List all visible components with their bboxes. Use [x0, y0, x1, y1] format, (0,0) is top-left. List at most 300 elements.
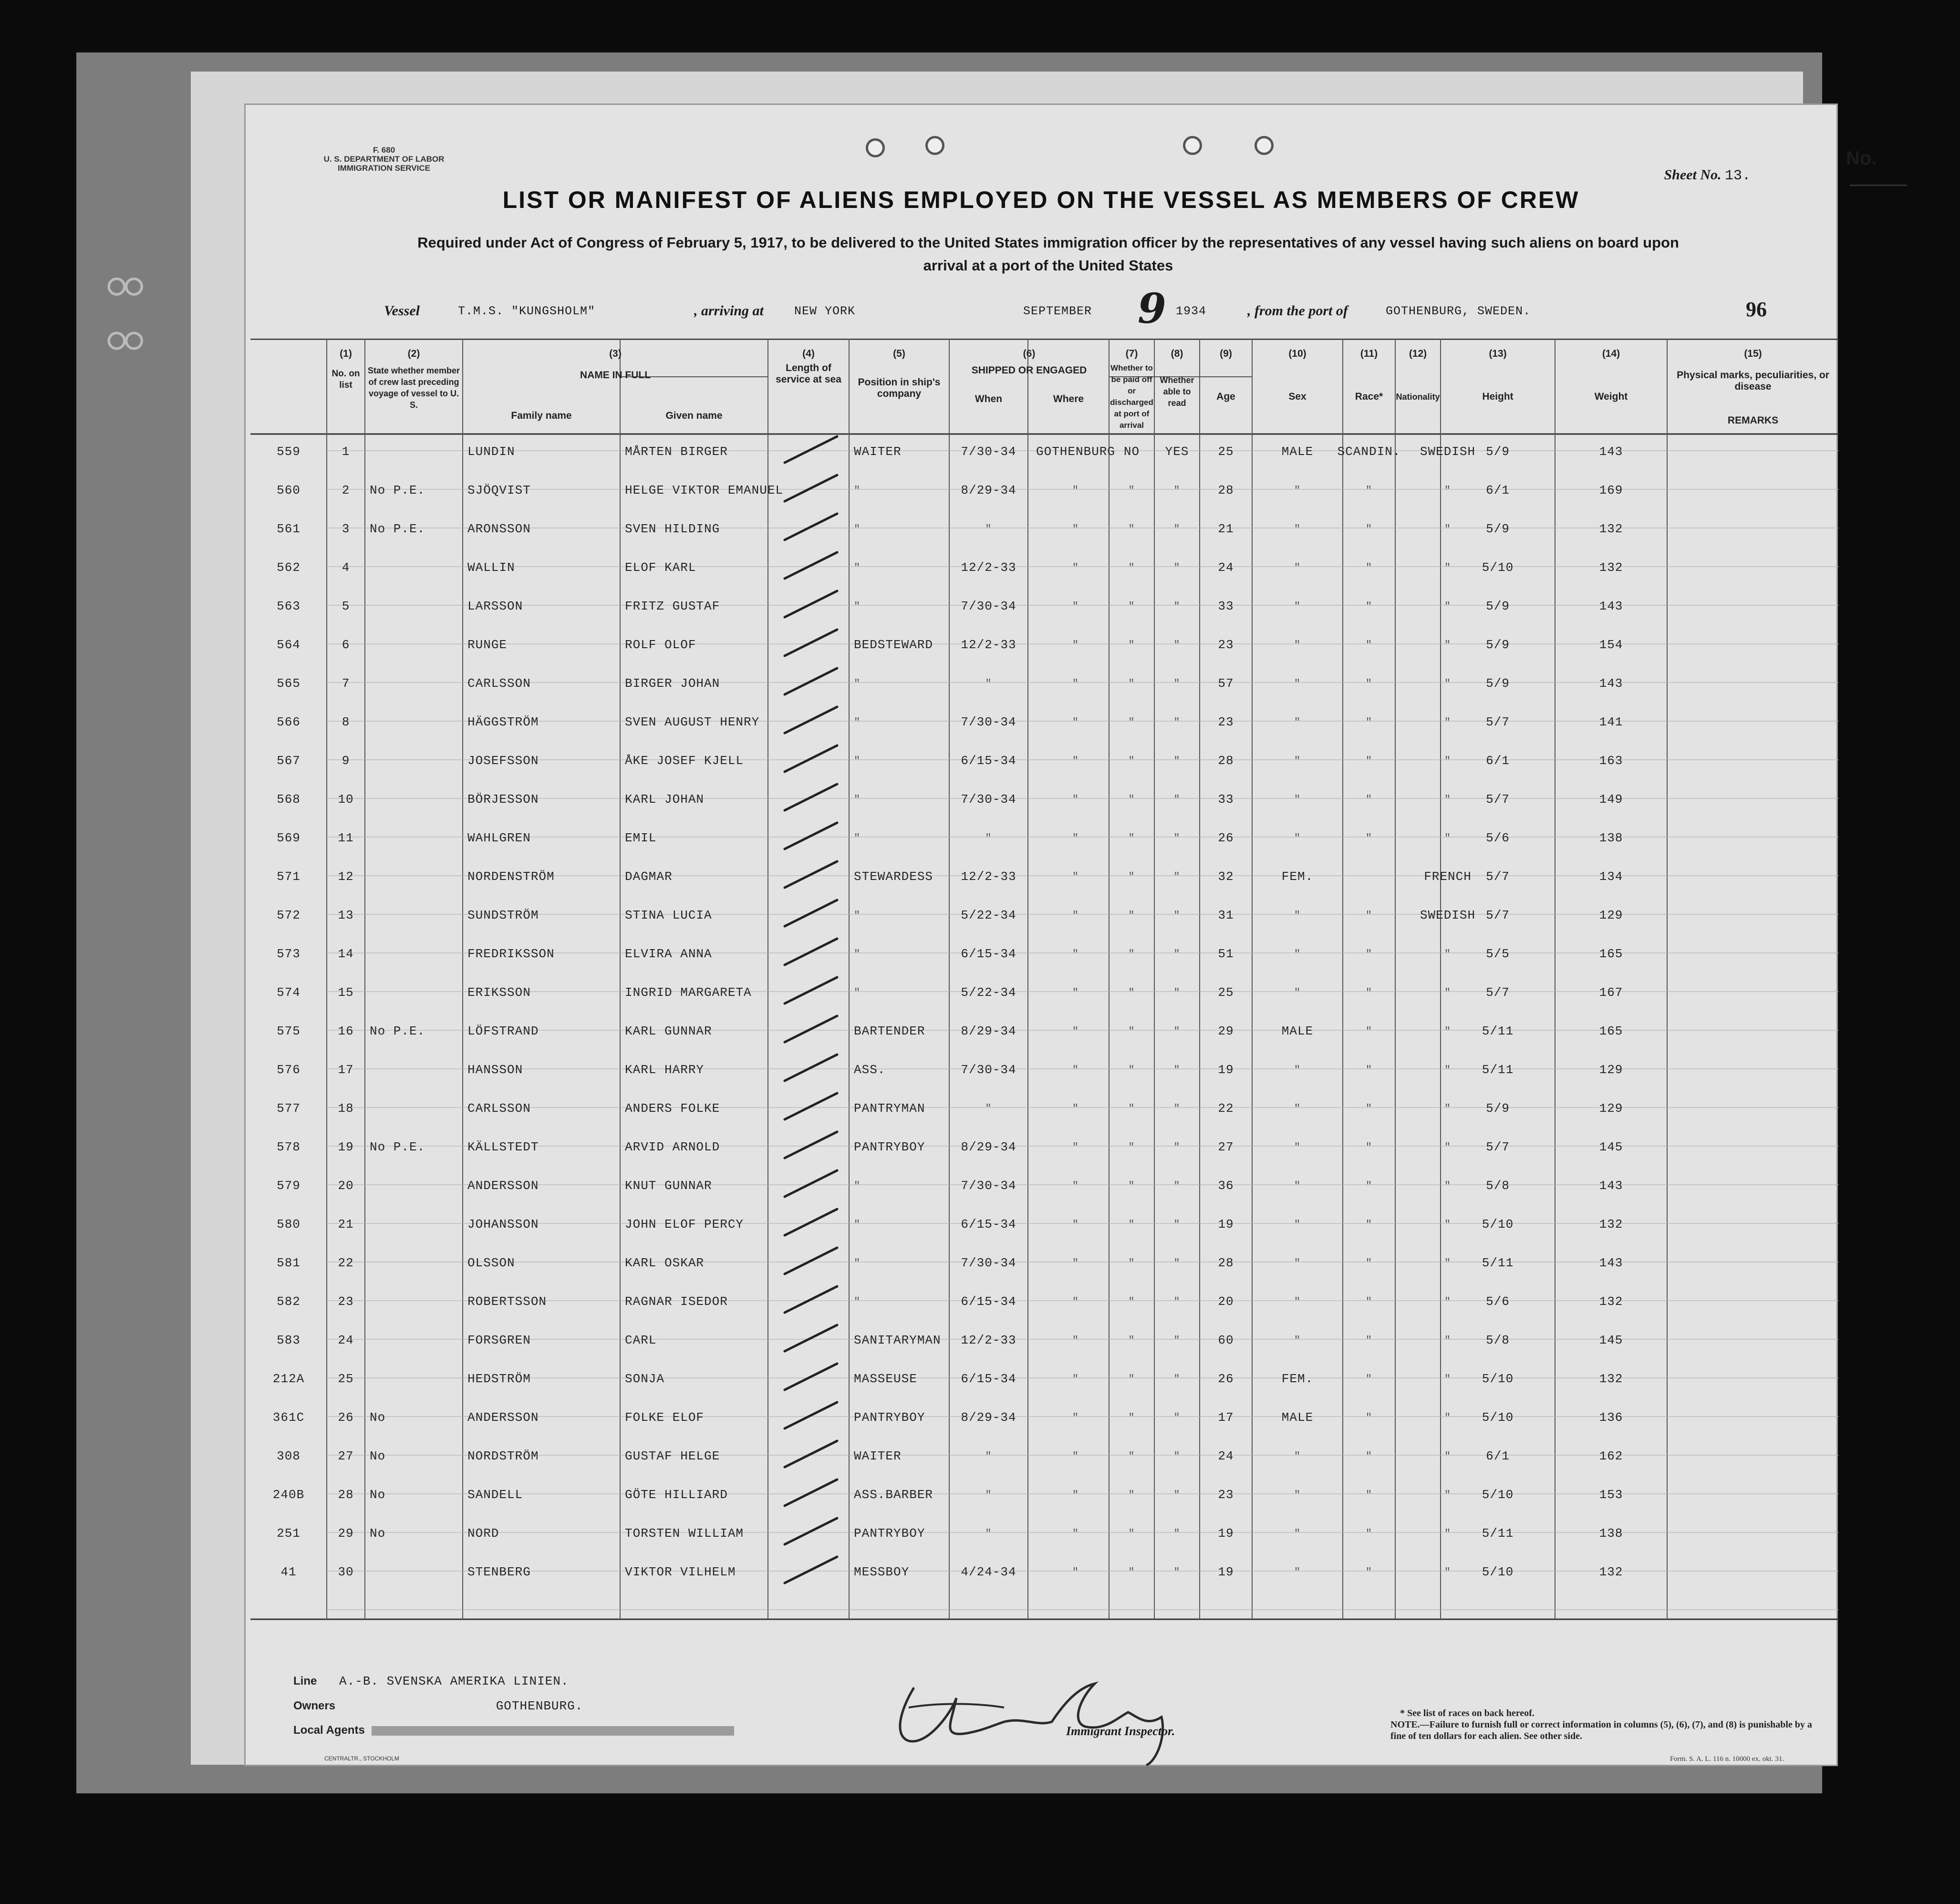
row-previous-voyage — [370, 973, 463, 1012]
row-shipped-where: " — [1072, 1025, 1079, 1037]
row-height: 5/11 — [1482, 1063, 1514, 1077]
header-able-to-read: Whether able to read — [1160, 375, 1194, 408]
row-given-name: ELVIRA ANNA — [625, 947, 712, 961]
row-given-name: RAGNAR ISEDOR — [625, 1294, 728, 1309]
row-nationality: " — [1444, 1335, 1452, 1346]
row-height: 5/6 — [1486, 831, 1510, 845]
row-weight: 143 — [1599, 1256, 1623, 1270]
row-race: " — [1365, 1373, 1373, 1385]
row-sex: " — [1294, 1335, 1301, 1346]
row-weight: 163 — [1599, 754, 1623, 768]
row-race: " — [1365, 1025, 1373, 1037]
row-nationality: " — [1444, 1025, 1452, 1037]
row-paid-off: " — [1128, 1528, 1135, 1540]
row-position: MASSEUSE — [854, 1372, 917, 1386]
row-shipped-when: 12/2-33 — [961, 869, 1016, 884]
row-family-name: FREDRIKSSON — [467, 947, 555, 961]
row-family-name: RUNGE — [467, 638, 508, 652]
row-given-name: CARL — [625, 1333, 657, 1347]
row-position: " — [854, 523, 861, 535]
table-row — [250, 548, 1839, 587]
row-weight: 154 — [1599, 638, 1623, 652]
row-nationality: " — [1444, 1296, 1452, 1308]
row-shipped-where: " — [1072, 1296, 1079, 1308]
col-num: (14) — [1602, 348, 1620, 359]
row-race: " — [1365, 1566, 1373, 1578]
row-sex: " — [1294, 600, 1301, 612]
arriving-label: , arriving at — [694, 303, 764, 319]
table-row — [250, 1476, 1839, 1514]
inspector-signature — [880, 1655, 1214, 1769]
row-number: 17 — [338, 1063, 354, 1077]
redacted-agents — [372, 1726, 734, 1736]
row-paid-off: NO — [1123, 445, 1140, 459]
row-nationality: " — [1444, 1219, 1452, 1231]
row-age: 28 — [1218, 754, 1234, 768]
row-able-to-read: " — [1173, 1064, 1181, 1076]
row-given-name: ROLF OLOF — [625, 638, 696, 652]
row-able-to-read: " — [1173, 523, 1181, 535]
row-height: 5/10 — [1482, 1565, 1514, 1579]
col-num: (4) — [802, 348, 815, 359]
row-family-name: STENBERG — [467, 1565, 531, 1579]
row-given-name: DAGMAR — [625, 869, 673, 884]
row-shipped-when: " — [985, 832, 992, 844]
row-given-name: GUSTAF HELGE — [625, 1449, 720, 1463]
row-race: " — [1365, 1528, 1373, 1540]
row-able-to-read: " — [1173, 1257, 1181, 1269]
row-race: SCANDIN. — [1337, 445, 1401, 459]
row-shipped-when: 6/15-34 — [961, 1294, 1016, 1309]
row-shipped-where: " — [1072, 910, 1079, 921]
row-nationality: " — [1444, 1566, 1452, 1578]
header-age: Age — [1216, 391, 1235, 402]
row-given-name: SVEN AUGUST HENRY — [625, 715, 760, 729]
col-num: (8) — [1171, 348, 1183, 359]
row-able-to-read: " — [1173, 1025, 1181, 1037]
row-race: " — [1365, 485, 1373, 497]
row-family-name: FORSGREN — [467, 1333, 531, 1347]
header-position: Position in ship's company — [858, 377, 941, 399]
row-shipped-where: " — [1072, 1180, 1079, 1192]
row-sex: " — [1294, 639, 1301, 651]
row-paid-off: " — [1128, 600, 1135, 612]
row-number: 2 — [342, 483, 350, 497]
row-height: 5/5 — [1486, 947, 1510, 961]
row-paid-off: " — [1128, 1025, 1135, 1037]
row-nationality: " — [1444, 1528, 1452, 1540]
row-family-name: WALLIN — [467, 560, 515, 575]
row-weight: 136 — [1599, 1410, 1623, 1425]
row-position: BARTENDER — [854, 1024, 925, 1038]
row-ref-number: 577 — [277, 1101, 301, 1116]
row-age: 26 — [1218, 831, 1234, 845]
row-family-name: HÄGGSTRÖM — [467, 715, 539, 729]
row-nationality: " — [1444, 1489, 1452, 1501]
row-shipped-when: 8/29-34 — [961, 1410, 1016, 1425]
vessel-label: Vessel — [384, 303, 420, 319]
punch-hole — [925, 136, 944, 155]
col-num: (10) — [1288, 348, 1307, 359]
row-given-name: JOHN ELOF PERCY — [625, 1217, 744, 1231]
row-number: 21 — [338, 1217, 354, 1231]
table-row — [250, 973, 1839, 1012]
row-shipped-where: " — [1072, 639, 1079, 651]
row-nationality: " — [1444, 1180, 1452, 1192]
row-shipped-when: 7/30-34 — [961, 1179, 1016, 1193]
row-number: 24 — [338, 1333, 354, 1347]
table-row — [250, 1167, 1839, 1205]
table-row — [250, 703, 1839, 742]
table-row — [250, 742, 1839, 780]
row-previous-voyage: No — [370, 1488, 386, 1502]
row-given-name: KARL JOHAN — [625, 792, 705, 807]
header-where: Where — [1053, 393, 1084, 404]
row-able-to-read: " — [1173, 639, 1181, 651]
row-previous-voyage — [370, 626, 463, 664]
row-previous-voyage — [370, 1205, 463, 1244]
row-able-to-read: " — [1173, 1219, 1181, 1231]
row-shipped-where: " — [1072, 987, 1079, 999]
header-no-on-list: No. on list — [332, 369, 360, 390]
row-paid-off: " — [1128, 1335, 1135, 1346]
row-ref-number: 561 — [277, 522, 301, 536]
row-sex: " — [1294, 1528, 1301, 1540]
row-age: 23 — [1218, 638, 1234, 652]
header-family-name: Family name — [511, 410, 572, 421]
row-ref-number: 580 — [277, 1217, 301, 1231]
row-age: 19 — [1218, 1063, 1234, 1077]
row-height: 5/9 — [1486, 676, 1510, 691]
row-age: 25 — [1218, 985, 1234, 1000]
row-shipped-where: " — [1072, 1335, 1079, 1346]
row-shipped-where: " — [1072, 1219, 1079, 1231]
row-able-to-read: " — [1173, 871, 1181, 883]
row-paid-off: " — [1128, 1141, 1135, 1153]
row-position: " — [854, 562, 861, 574]
row-shipped-when: 6/15-34 — [961, 1372, 1016, 1386]
row-ref-number: 562 — [277, 560, 301, 575]
row-nationality: " — [1444, 1103, 1452, 1115]
row-nationality: " — [1444, 716, 1452, 728]
row-number: 6 — [342, 638, 350, 652]
row-previous-voyage — [370, 1553, 463, 1592]
row-sex: " — [1294, 794, 1301, 806]
row-family-name: JOSEFSSON — [467, 754, 539, 768]
row-ref-number: 581 — [277, 1256, 301, 1270]
row-age: 19 — [1218, 1565, 1234, 1579]
row-paid-off: " — [1128, 1257, 1135, 1269]
row-previous-voyage — [370, 433, 463, 471]
row-shipped-when: 6/15-34 — [961, 947, 1016, 961]
row-sex: MALE — [1281, 1024, 1314, 1038]
row-family-name: ARONSSON — [467, 522, 531, 536]
row-previous-voyage: No — [370, 1410, 386, 1425]
row-shipped-where: " — [1072, 832, 1079, 844]
arrival-month: SEPTEMBER — [1023, 304, 1092, 318]
table-row — [250, 858, 1839, 896]
row-paid-off: " — [1128, 987, 1135, 999]
row-shipped-where: " — [1072, 1373, 1079, 1385]
header-shipped-engaged: SHIPPED OR ENGAGED — [971, 365, 1087, 376]
row-number: 3 — [342, 522, 350, 536]
row-position: " — [854, 794, 861, 806]
row-race: " — [1365, 755, 1373, 767]
row-sex: " — [1294, 678, 1301, 690]
printer-mark: CENTRALTR., STOCKHOLM — [324, 1755, 399, 1762]
row-height: 5/6 — [1486, 1294, 1510, 1309]
row-shipped-where: " — [1072, 1412, 1079, 1424]
row-shipped-when: " — [985, 523, 992, 535]
header-race: Race* — [1355, 391, 1383, 402]
row-sex: " — [1294, 1566, 1301, 1578]
row-sex: " — [1294, 1450, 1301, 1462]
row-shipped-where: " — [1072, 1064, 1079, 1076]
row-given-name: GÖTE HILLIARD — [625, 1488, 728, 1502]
row-age: 20 — [1218, 1294, 1234, 1309]
row-paid-off: " — [1128, 716, 1135, 728]
row-nationality: " — [1444, 485, 1452, 497]
row-height: 5/7 — [1486, 1140, 1510, 1154]
row-age: 24 — [1218, 560, 1234, 575]
row-shipped-when: 7/30-34 — [961, 1256, 1016, 1270]
row-sex: " — [1294, 948, 1301, 960]
row-ref-number: 574 — [277, 985, 301, 1000]
table-row — [250, 510, 1839, 548]
row-given-name: ANDERS FOLKE — [625, 1101, 720, 1116]
row-family-name: CARLSSON — [467, 676, 531, 691]
background-sheet-no: No. — [1846, 148, 1907, 191]
row-age: 57 — [1218, 676, 1234, 691]
row-weight: 141 — [1599, 715, 1623, 729]
row-weight: 162 — [1599, 1449, 1623, 1463]
inspector-label: Immigrant Inspector. — [1066, 1724, 1175, 1738]
table-row — [250, 1205, 1839, 1244]
row-height: 5/10 — [1482, 1217, 1514, 1231]
row-number: 19 — [338, 1140, 354, 1154]
row-family-name: HEDSTRÖM — [467, 1372, 531, 1386]
row-number: 7 — [342, 676, 350, 691]
row-shipped-when: 12/2-33 — [961, 1333, 1016, 1347]
row-shipped-when: 8/29-34 — [961, 1140, 1016, 1154]
row-paid-off: " — [1128, 562, 1135, 574]
row-sex: " — [1294, 1180, 1301, 1192]
row-age: 28 — [1218, 1256, 1234, 1270]
row-weight: 132 — [1599, 1217, 1623, 1231]
row-able-to-read: YES — [1165, 445, 1189, 459]
row-position: " — [854, 755, 861, 767]
row-ref-number: 559 — [277, 445, 301, 459]
row-nationality: " — [1444, 639, 1452, 651]
row-previous-voyage — [370, 1167, 463, 1205]
header-paid-off: Whether to be paid off or discharged at port of arrival — [1110, 363, 1153, 430]
row-height: 5/9 — [1486, 1101, 1510, 1116]
row-age: 36 — [1218, 1179, 1234, 1193]
row-sex: " — [1294, 485, 1301, 497]
row-given-name: SVEN HILDING — [625, 522, 720, 536]
row-nationality: " — [1444, 794, 1452, 806]
vessel-line — [384, 285, 1770, 333]
row-nationality: FRENCH — [1424, 869, 1472, 884]
row-paid-off: " — [1128, 832, 1135, 844]
row-ref-number: 361C — [272, 1410, 305, 1425]
row-race: " — [1365, 948, 1373, 960]
row-ref-number: 582 — [277, 1294, 301, 1309]
row-shipped-when: 6/15-34 — [961, 754, 1016, 768]
row-number: 28 — [338, 1488, 354, 1502]
table-row — [250, 1128, 1839, 1167]
row-family-name: ANDERSSON — [467, 1410, 539, 1425]
row-race: " — [1365, 987, 1373, 999]
table-row — [250, 1283, 1839, 1321]
page-number: 96 — [1746, 298, 1767, 321]
row-height: 5/7 — [1486, 985, 1510, 1000]
row-nationality: " — [1444, 1450, 1452, 1462]
row-previous-voyage — [370, 858, 463, 896]
row-family-name: ERIKSSON — [467, 985, 531, 1000]
row-weight: 132 — [1599, 1294, 1623, 1309]
row-weight: 165 — [1599, 1024, 1623, 1038]
row-able-to-read: " — [1173, 1103, 1181, 1115]
row-position: " — [854, 716, 861, 728]
col-num: (15) — [1744, 348, 1762, 359]
row-given-name: FRITZ GUSTAF — [625, 599, 720, 613]
row-position: " — [854, 678, 861, 690]
row-family-name: NORD — [467, 1526, 499, 1541]
table-row — [250, 935, 1839, 973]
row-sex: " — [1294, 523, 1301, 535]
row-number: 26 — [338, 1410, 354, 1425]
departure-port: GOTHENBURG, SWEDEN. — [1386, 304, 1531, 318]
row-age: 24 — [1218, 1449, 1234, 1463]
row-race: " — [1365, 1335, 1373, 1346]
row-sex: " — [1294, 562, 1301, 574]
row-able-to-read: " — [1173, 794, 1181, 806]
row-height: 5/7 — [1486, 908, 1510, 922]
row-weight: 143 — [1599, 676, 1623, 691]
row-given-name: KARL HARRY — [625, 1063, 705, 1077]
row-previous-voyage — [370, 664, 463, 703]
row-race: " — [1365, 600, 1373, 612]
row-able-to-read: " — [1173, 987, 1181, 999]
row-able-to-read: " — [1173, 1566, 1181, 1578]
header-physical-marks: Physical marks, peculiarities, or disease — [1677, 370, 1829, 392]
row-family-name: SUNDSTRÖM — [467, 908, 539, 922]
row-nationality: " — [1444, 987, 1452, 999]
row-sex: " — [1294, 1103, 1301, 1115]
row-shipped-when: 12/2-33 — [961, 560, 1016, 575]
row-able-to-read: " — [1173, 485, 1181, 497]
table-row — [250, 819, 1839, 858]
row-family-name: WAHLGREN — [467, 831, 531, 845]
row-number: 8 — [342, 715, 350, 729]
row-previous-voyage — [370, 1360, 463, 1398]
row-shipped-when: 5/22-34 — [961, 908, 1016, 922]
row-previous-voyage — [370, 780, 463, 819]
row-shipped-where: " — [1072, 794, 1079, 806]
row-ref-number: 573 — [277, 947, 301, 961]
row-family-name: NORDSTRÖM — [467, 1449, 539, 1463]
arrival-port: NEW YORK — [794, 304, 856, 318]
row-height: 5/9 — [1486, 445, 1510, 459]
row-shipped-when: 7/30-34 — [961, 599, 1016, 613]
row-age: 31 — [1218, 908, 1234, 922]
row-race: " — [1365, 1103, 1373, 1115]
row-position: ASS. — [854, 1063, 886, 1077]
row-given-name: MÅRTEN BIRGER — [625, 445, 728, 459]
row-height: 5/11 — [1482, 1256, 1514, 1270]
row-height: 5/9 — [1486, 522, 1510, 536]
table-row — [250, 896, 1839, 935]
row-shipped-when: 5/22-34 — [961, 985, 1016, 1000]
row-weight: 129 — [1599, 908, 1623, 922]
row-able-to-read: " — [1173, 755, 1181, 767]
row-paid-off: " — [1128, 1566, 1135, 1578]
row-sex: " — [1294, 1141, 1301, 1153]
row-paid-off: " — [1128, 948, 1135, 960]
punch-hole — [866, 138, 885, 157]
row-shipped-where: " — [1072, 871, 1079, 883]
row-nationality: " — [1444, 755, 1452, 767]
row-race: " — [1365, 832, 1373, 844]
row-number: 29 — [338, 1526, 354, 1541]
crew-table — [250, 339, 1839, 1655]
row-number: 5 — [342, 599, 350, 613]
row-ref-number: 563 — [277, 599, 301, 613]
row-previous-voyage — [370, 935, 463, 973]
row-previous-voyage — [370, 1244, 463, 1283]
row-family-name: ROBERTSSON — [467, 1294, 547, 1309]
row-shipped-when: " — [985, 1450, 992, 1462]
row-given-name: ELOF KARL — [625, 560, 696, 575]
row-weight: 132 — [1599, 1372, 1623, 1386]
row-position: ASS.BARBER — [854, 1488, 933, 1502]
row-position: PANTRYMAN — [854, 1101, 925, 1116]
row-ref-number: 569 — [277, 831, 301, 845]
row-position: " — [854, 987, 861, 999]
row-race: " — [1365, 678, 1373, 690]
row-position: WAITER — [854, 445, 902, 459]
row-shipped-when: " — [985, 1528, 992, 1540]
table-row — [250, 664, 1839, 703]
row-number: 1 — [342, 445, 350, 459]
row-age: 17 — [1218, 1410, 1234, 1425]
arrival-day: 9 — [1138, 285, 1166, 333]
row-given-name: BIRGER JOHAN — [625, 676, 720, 691]
row-given-name: KNUT GUNNAR — [625, 1179, 712, 1193]
row-shipped-when: 4/24-34 — [961, 1565, 1016, 1579]
row-paid-off: " — [1128, 1219, 1135, 1231]
row-nationality: " — [1444, 562, 1452, 574]
row-given-name: FOLKE ELOF — [625, 1410, 705, 1425]
row-race: " — [1365, 1141, 1373, 1153]
row-family-name: NORDENSTRÖM — [467, 869, 555, 884]
row-race: " — [1365, 562, 1373, 574]
row-given-name: VIKTOR VILHELM — [625, 1565, 736, 1579]
row-race: " — [1365, 716, 1373, 728]
punch-hole — [1183, 136, 1202, 155]
col-num: (12) — [1409, 348, 1427, 359]
binder-rings — [95, 267, 181, 362]
header-when: When — [975, 393, 1003, 404]
row-previous-voyage: No P.E. — [370, 1140, 425, 1154]
row-age: 28 — [1218, 483, 1234, 497]
row-weight: 129 — [1599, 1101, 1623, 1116]
row-weight: 153 — [1599, 1488, 1623, 1502]
form-number: Form. S. A. L. 116 n. 10000 ex. okt. 31. — [1670, 1755, 1784, 1763]
row-height: 5/7 — [1486, 869, 1510, 884]
header-name-in-full: NAME IN FULL — [580, 370, 651, 381]
